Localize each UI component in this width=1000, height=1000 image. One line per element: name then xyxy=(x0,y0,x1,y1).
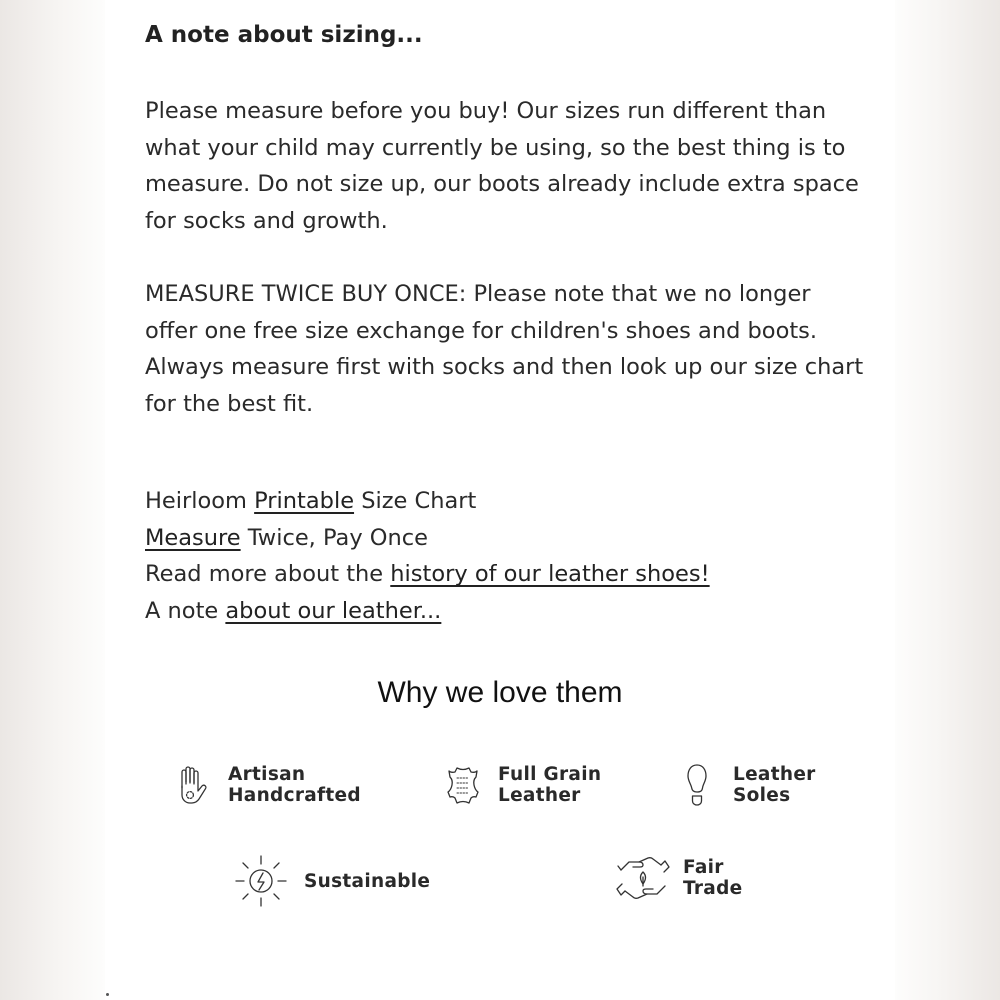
hand-icon xyxy=(170,762,216,808)
size-chart-line xyxy=(145,483,710,520)
sizing-note-paragraph-1: Please measure before you buy! Our sizes run different than what your child may currently be using, so the best thing is to measure. Do not size up, our boots already include extra space for socks and growth. xyxy=(145,98,859,234)
sun-energy-icon xyxy=(230,850,292,912)
feature-label: Full Grain Leather xyxy=(498,764,602,806)
feature-label: Artisan Handcrafted xyxy=(228,764,361,806)
sizing-note-paragraph-2: MEASURE TWICE BUY ONCE: Please note that we no longer offer one free size exchange for children's shoes and boots. Always measure first with socks and then look up our size chart for the best fit. xyxy=(145,281,864,417)
measure-suffix: Twice, Pay Once xyxy=(240,524,428,551)
history-prefix: Read more about the xyxy=(145,561,391,588)
feature-fair-trade xyxy=(615,850,742,906)
history-link[interactable]: history of our leather shoes! xyxy=(390,561,710,588)
about-leather-link[interactable]: about our leather... xyxy=(225,597,442,624)
resource-links xyxy=(145,483,710,629)
history-line xyxy=(145,556,710,593)
leather-note-line xyxy=(145,593,710,630)
size-chart-prefix: Heirloom xyxy=(145,488,255,514)
feature-leather-soles xyxy=(675,762,816,808)
leather-note-prefix: A note xyxy=(145,597,226,624)
feature-label: Leather Soles xyxy=(733,764,816,806)
feature-full-grain-leather xyxy=(440,762,601,808)
measure-line xyxy=(145,520,710,557)
leather-hide-icon xyxy=(440,762,486,808)
feature-artisan-handcrafted xyxy=(170,762,361,808)
measure-link[interactable]: Measure xyxy=(145,524,241,551)
feature-label: Sustainable xyxy=(304,870,431,892)
printable-size-chart-link[interactable]: Printable xyxy=(254,488,355,514)
hands-leaf-icon xyxy=(615,850,671,906)
size-chart-suffix: Size Chart xyxy=(354,488,477,514)
product-description-card xyxy=(105,0,895,1000)
sizing-note-heading: A note about sizing... xyxy=(145,22,423,48)
features-title: Why we love them xyxy=(377,676,623,709)
shoe-sole-icon xyxy=(675,762,721,808)
feature-sustainable xyxy=(230,850,430,912)
feature-label: Fair Trade xyxy=(683,857,743,899)
stray-dot xyxy=(106,993,109,996)
